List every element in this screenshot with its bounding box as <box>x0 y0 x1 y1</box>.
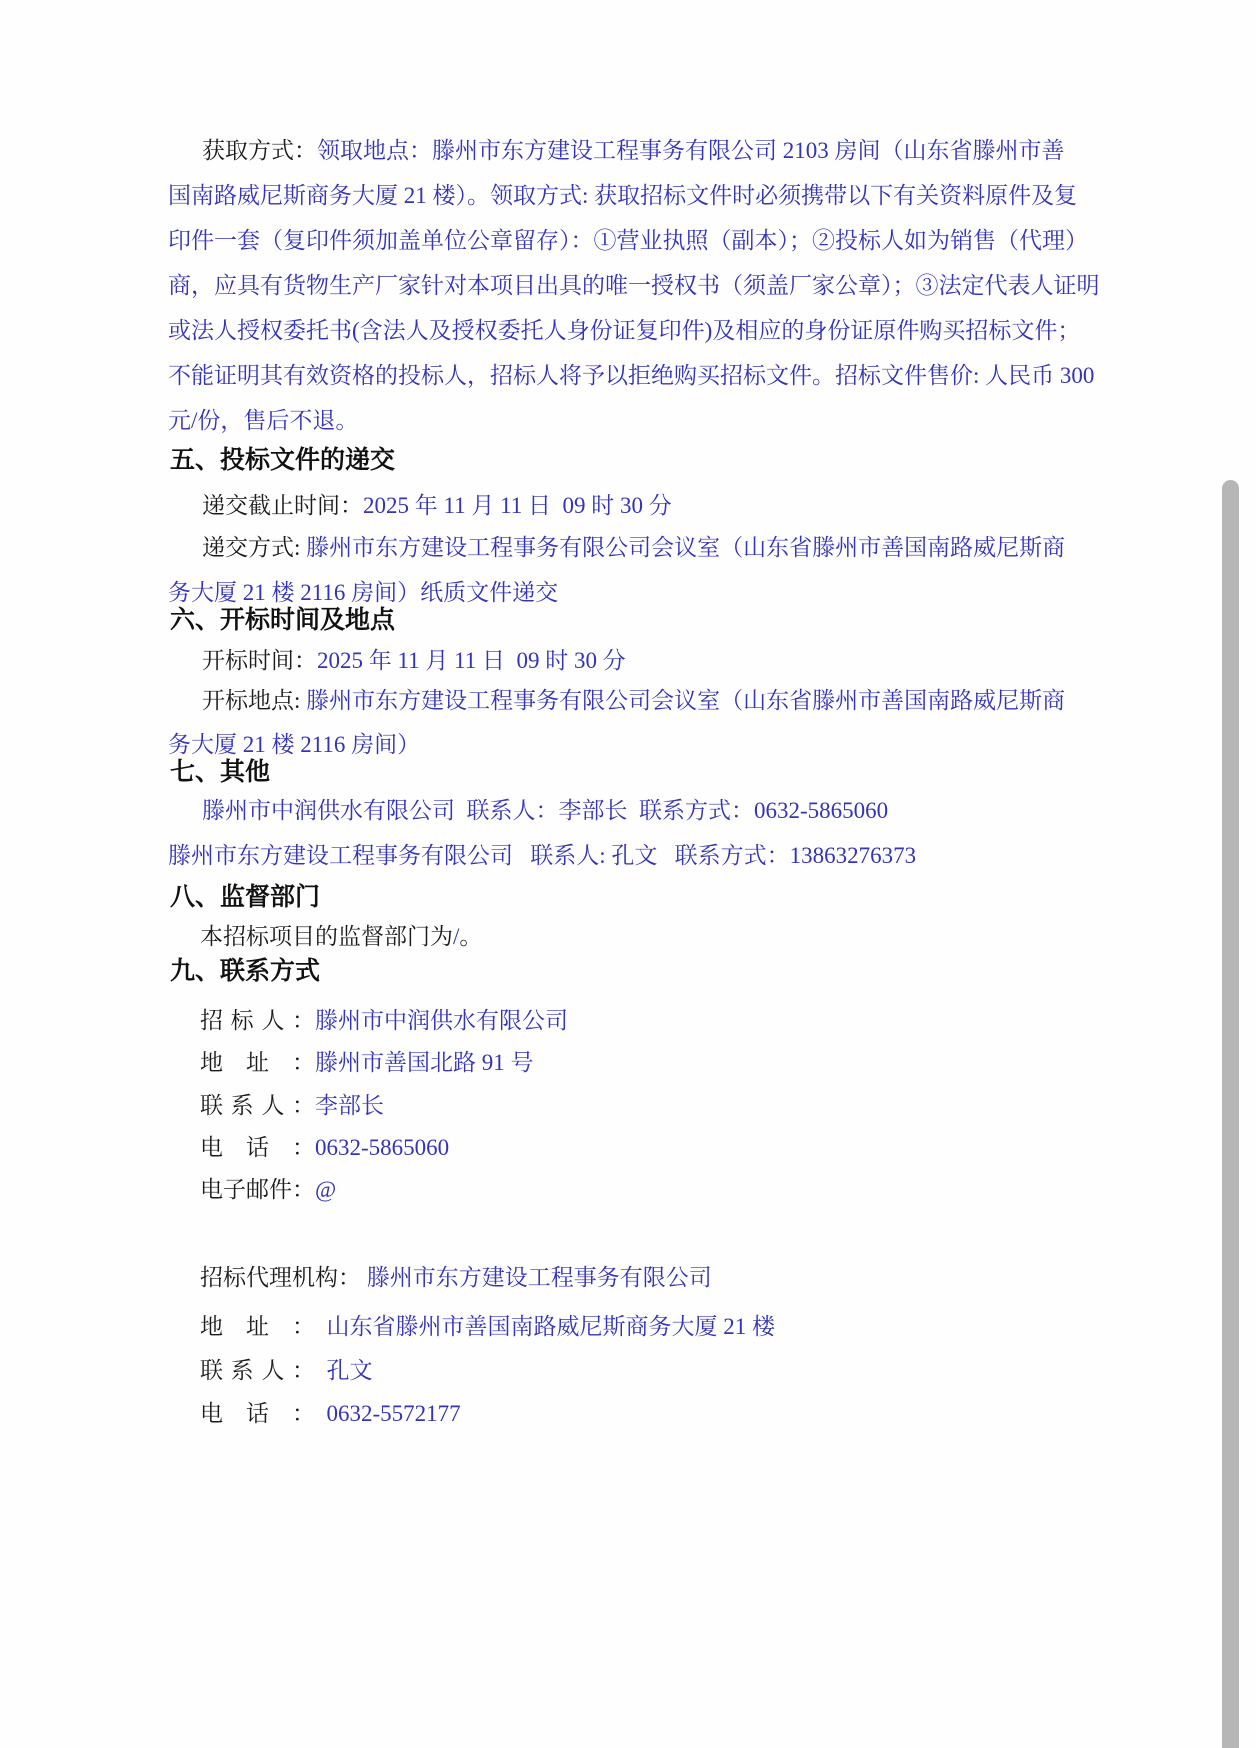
intro-text: 或法人授权委托书(含法人及授权委托人身份证复印件)及相应的身份证原件购买招标文件； <box>168 318 1081 343</box>
tenderer-address-value: 滕州市善国北路 91 号 <box>315 1050 534 1075</box>
text-line <box>168 218 1088 263</box>
tenderer-contact-value: 李部长 <box>315 1093 384 1118</box>
other-contact-text: 滕州市东方建设工程事务有限公司 联系人: 孔文 联系方式：13863276373 <box>168 843 917 868</box>
agency-name-row <box>200 1255 712 1300</box>
section-heading-6: 六、开标时间及地点 <box>170 606 396 634</box>
section-heading-5: 五、投标文件的递交 <box>170 446 396 474</box>
tenderer-address-label: 地址： <box>200 1050 315 1075</box>
section-heading-9: 九、联系方式 <box>170 957 321 985</box>
agency-address-value: 山东省滕州市善国南路威尼斯商务大厦 21 楼 <box>315 1314 775 1339</box>
agency-phone-row <box>200 1391 461 1436</box>
opening-place-label: 开标地点: <box>202 688 301 713</box>
supervision-text: 本招标项目的监督部门为 <box>200 924 453 949</box>
opening-time-row <box>168 638 626 683</box>
tenderer-phone-row <box>200 1125 449 1170</box>
agency-contact-row <box>200 1348 373 1393</box>
intro-text: 元/份，售后不退。 <box>168 408 359 433</box>
method-value-cont: 务大厦 21 楼 2116 房间）纸质文件递交 <box>168 580 559 605</box>
submission-method-row <box>168 525 1065 570</box>
tenderer-email-value: @ <box>315 1177 337 1202</box>
tenderer-name-label: 招标人： <box>200 1008 315 1033</box>
tenderer-contact-label: 联系人： <box>200 1093 315 1118</box>
other-contact-text: 滕州市中润供水有限公司 联系人：李部长 联系方式：0632-5865060 <box>202 798 889 823</box>
intro-text: 国南路威尼斯商务大厦 21 楼）。领取方式: 获取招标文件时必须携带以下有关资料原件及复 <box>168 183 1078 208</box>
tenderer-name-value: 滕州市中润供水有限公司 <box>315 1008 568 1033</box>
intro-text: 领取地点：滕州市东方建设工程事务有限公司 2103 房间（山东省滕州市善 <box>317 138 1065 163</box>
opening-time-value: 2025 年 11 月 11 日 09 时 30 分 <box>317 648 626 673</box>
intro-text: 商，应具有货物生产厂家针对本项目出具的唯一授权书（须盖厂家公章）；③法定代表人证明 <box>168 273 1100 298</box>
text-line <box>168 263 1100 308</box>
text-line <box>168 353 1095 398</box>
agency-contact-label: 联系人： <box>200 1358 315 1383</box>
text-line <box>168 173 1078 218</box>
other-contact-line-2 <box>168 833 916 878</box>
deadline-row <box>168 483 672 528</box>
agency-address-row <box>200 1304 775 1349</box>
section-heading-8: 八、监督部门 <box>170 883 321 911</box>
opening-place-row <box>168 678 1065 723</box>
intro-text: 不能证明其有效资格的投标人，招标人将予以拒绝购买招标文件。招标文件售价: 人民币 300 <box>168 363 1095 388</box>
text-line <box>168 128 1073 173</box>
agency-phone-value: 0632-5572177 <box>315 1401 461 1426</box>
text-line <box>168 398 1073 443</box>
section-heading-7: 七、其他 <box>170 758 271 786</box>
deadline-value: 2025 年 11 月 11 日 09 时 30 分 <box>363 493 672 518</box>
tenderer-name-row <box>200 998 568 1043</box>
document-content <box>168 0 1100 1748</box>
agency-phone-label: 电话： <box>200 1401 315 1426</box>
supervision-slash: / <box>453 924 460 949</box>
deadline-label: 递交截止时间： <box>202 493 363 518</box>
method-label: 递交方式: <box>202 535 301 560</box>
intro-text: 印件一套（复印件须加盖单位公章留存）：①营业执照（副本）；②投标人如为销售（代理） <box>168 228 1088 253</box>
opening-place-value: 滕州市东方建设工程事务有限公司会议室（山东省滕州市善国南路威尼斯商 <box>300 688 1066 713</box>
method-value: 滕州市东方建设工程事务有限公司会议室（山东省滕州市善国南路威尼斯商 <box>300 535 1066 560</box>
tenderer-contact-row <box>200 1083 384 1128</box>
tenderer-phone-value: 0632-5865060 <box>315 1135 450 1160</box>
intro-label: 获取方式： <box>202 138 317 163</box>
tenderer-email-label: 电子邮件： <box>200 1177 315 1202</box>
tenderer-address-row <box>200 1040 534 1085</box>
agency-contact-value: 孔文 <box>315 1358 373 1383</box>
intro-paragraph <box>168 128 1100 443</box>
opening-place-cont: 务大厦 21 楼 2116 房间） <box>168 732 421 757</box>
other-contact-line-1 <box>168 788 888 833</box>
opening-time-label: 开标时间： <box>202 648 317 673</box>
supervision-period: 。 <box>459 924 483 949</box>
tenderer-phone-label: 电话： <box>200 1135 315 1160</box>
agency-address-label: 地址： <box>200 1314 315 1339</box>
agency-name-label: 招标代理机构： <box>200 1265 361 1290</box>
agency-name-value: 滕州市东方建设工程事务有限公司 <box>361 1265 712 1290</box>
scrollbar-thumb[interactable] <box>1222 480 1239 1748</box>
text-line <box>168 308 1081 353</box>
tenderer-email-row <box>200 1167 336 1212</box>
